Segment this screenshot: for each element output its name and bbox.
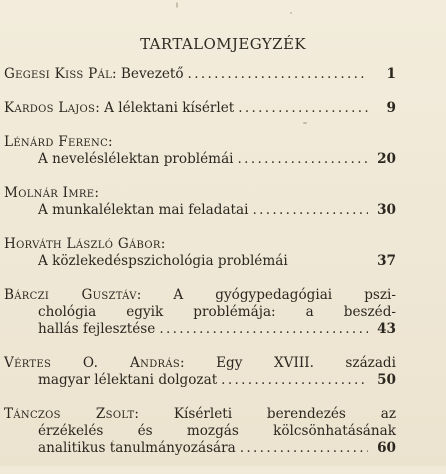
toc-author: Bárczi Gusztáv — [4, 287, 137, 303]
toc-author: Gegesi Kiss Pál — [4, 66, 113, 82]
toc-author: Kardos Lajos — [4, 100, 96, 116]
toc-author: Tánczos Zsolt — [4, 406, 135, 422]
toc-author: Vértes O. András — [4, 355, 181, 371]
toc-entry-line — [4, 185, 396, 202]
toc-page-number: 30 — [377, 202, 396, 218]
dot-leader — [188, 66, 368, 83]
toc-page-number: 60 — [377, 440, 396, 456]
dot-leader — [221, 372, 368, 389]
toc-colon: : — [94, 185, 99, 201]
toc-entry-line — [4, 66, 396, 83]
toc-entry — [4, 236, 396, 270]
toc-page-number: 9 — [386, 100, 396, 116]
toc-title: : Bevezető — [112, 66, 184, 82]
toc-colon: : — [108, 134, 113, 150]
toc-colon: : — [160, 236, 166, 252]
toc-entry-line — [4, 287, 396, 304]
toc-entry — [4, 406, 396, 457]
toc-entry — [4, 100, 396, 117]
toc-entry — [4, 66, 396, 83]
toc-author: Horváth László Gábor — [4, 236, 161, 252]
toc-page-number: 37 — [377, 253, 396, 269]
toc-list — [4, 66, 396, 474]
page-title: TARTALOMJEGYZÉK — [140, 35, 306, 53]
toc-entry-line — [4, 100, 396, 117]
toc-title: A munkalélektan mai feladatai — [38, 202, 249, 218]
toc-page-number: 1 — [386, 66, 396, 82]
toc-entry-line — [4, 355, 396, 372]
toc-entry-line — [4, 253, 396, 270]
dot-leader — [240, 440, 368, 457]
toc-page-number: 50 — [377, 372, 396, 388]
toc-entry-line — [4, 134, 396, 151]
paper-speck — [290, 12, 292, 14]
toc-title: : A lélektani kísérlet — [95, 100, 235, 116]
toc-author: Lénárd Ferenc — [4, 134, 109, 150]
toc-entry — [4, 185, 396, 219]
toc-title-continued: analitikus tanulmányozására — [38, 440, 236, 456]
toc-author: Molnár Imre — [4, 185, 95, 201]
toc-entry-line — [4, 151, 396, 168]
toc-entry-line — [4, 406, 396, 423]
toc-entry-line — [4, 304, 396, 321]
paper-speck — [176, 2, 178, 8]
toc-title: A neveléslélektan problémái — [38, 151, 234, 167]
toc-entry — [4, 287, 396, 338]
toc-page-number: 43 — [377, 321, 396, 337]
toc-title-continued: chológia egyik problémája: a beszéd- — [38, 304, 396, 320]
dot-leader — [238, 100, 368, 117]
toc-title: A közlekedéspszichológia problémái — [38, 253, 288, 269]
toc-title-continued: magyar lélektani dolgozat — [38, 372, 218, 388]
toc-entry — [4, 134, 396, 168]
toc-entry-line — [4, 236, 396, 253]
dot-leader — [159, 321, 368, 338]
toc-title: : A gyógypedagógiai pszi- — [136, 287, 396, 303]
toc-entry-line — [4, 321, 396, 338]
toc-entry-line — [4, 423, 396, 440]
toc-title-continued: érzékelés és mozgás kölcsönhatásának — [38, 423, 396, 439]
dot-leader — [238, 151, 368, 168]
toc-entry-line — [4, 440, 396, 457]
toc-title: : Egy XVIII. századi — [180, 355, 396, 371]
dot-leader — [252, 202, 368, 219]
toc-entry-line — [4, 202, 396, 219]
toc-title: : Kísérleti berendezés az — [134, 406, 396, 422]
toc-entry-line — [4, 372, 396, 389]
toc-page-number: 20 — [377, 151, 396, 167]
toc-title-continued: hallás fejlesztése — [38, 321, 156, 337]
toc-entry — [4, 355, 396, 389]
